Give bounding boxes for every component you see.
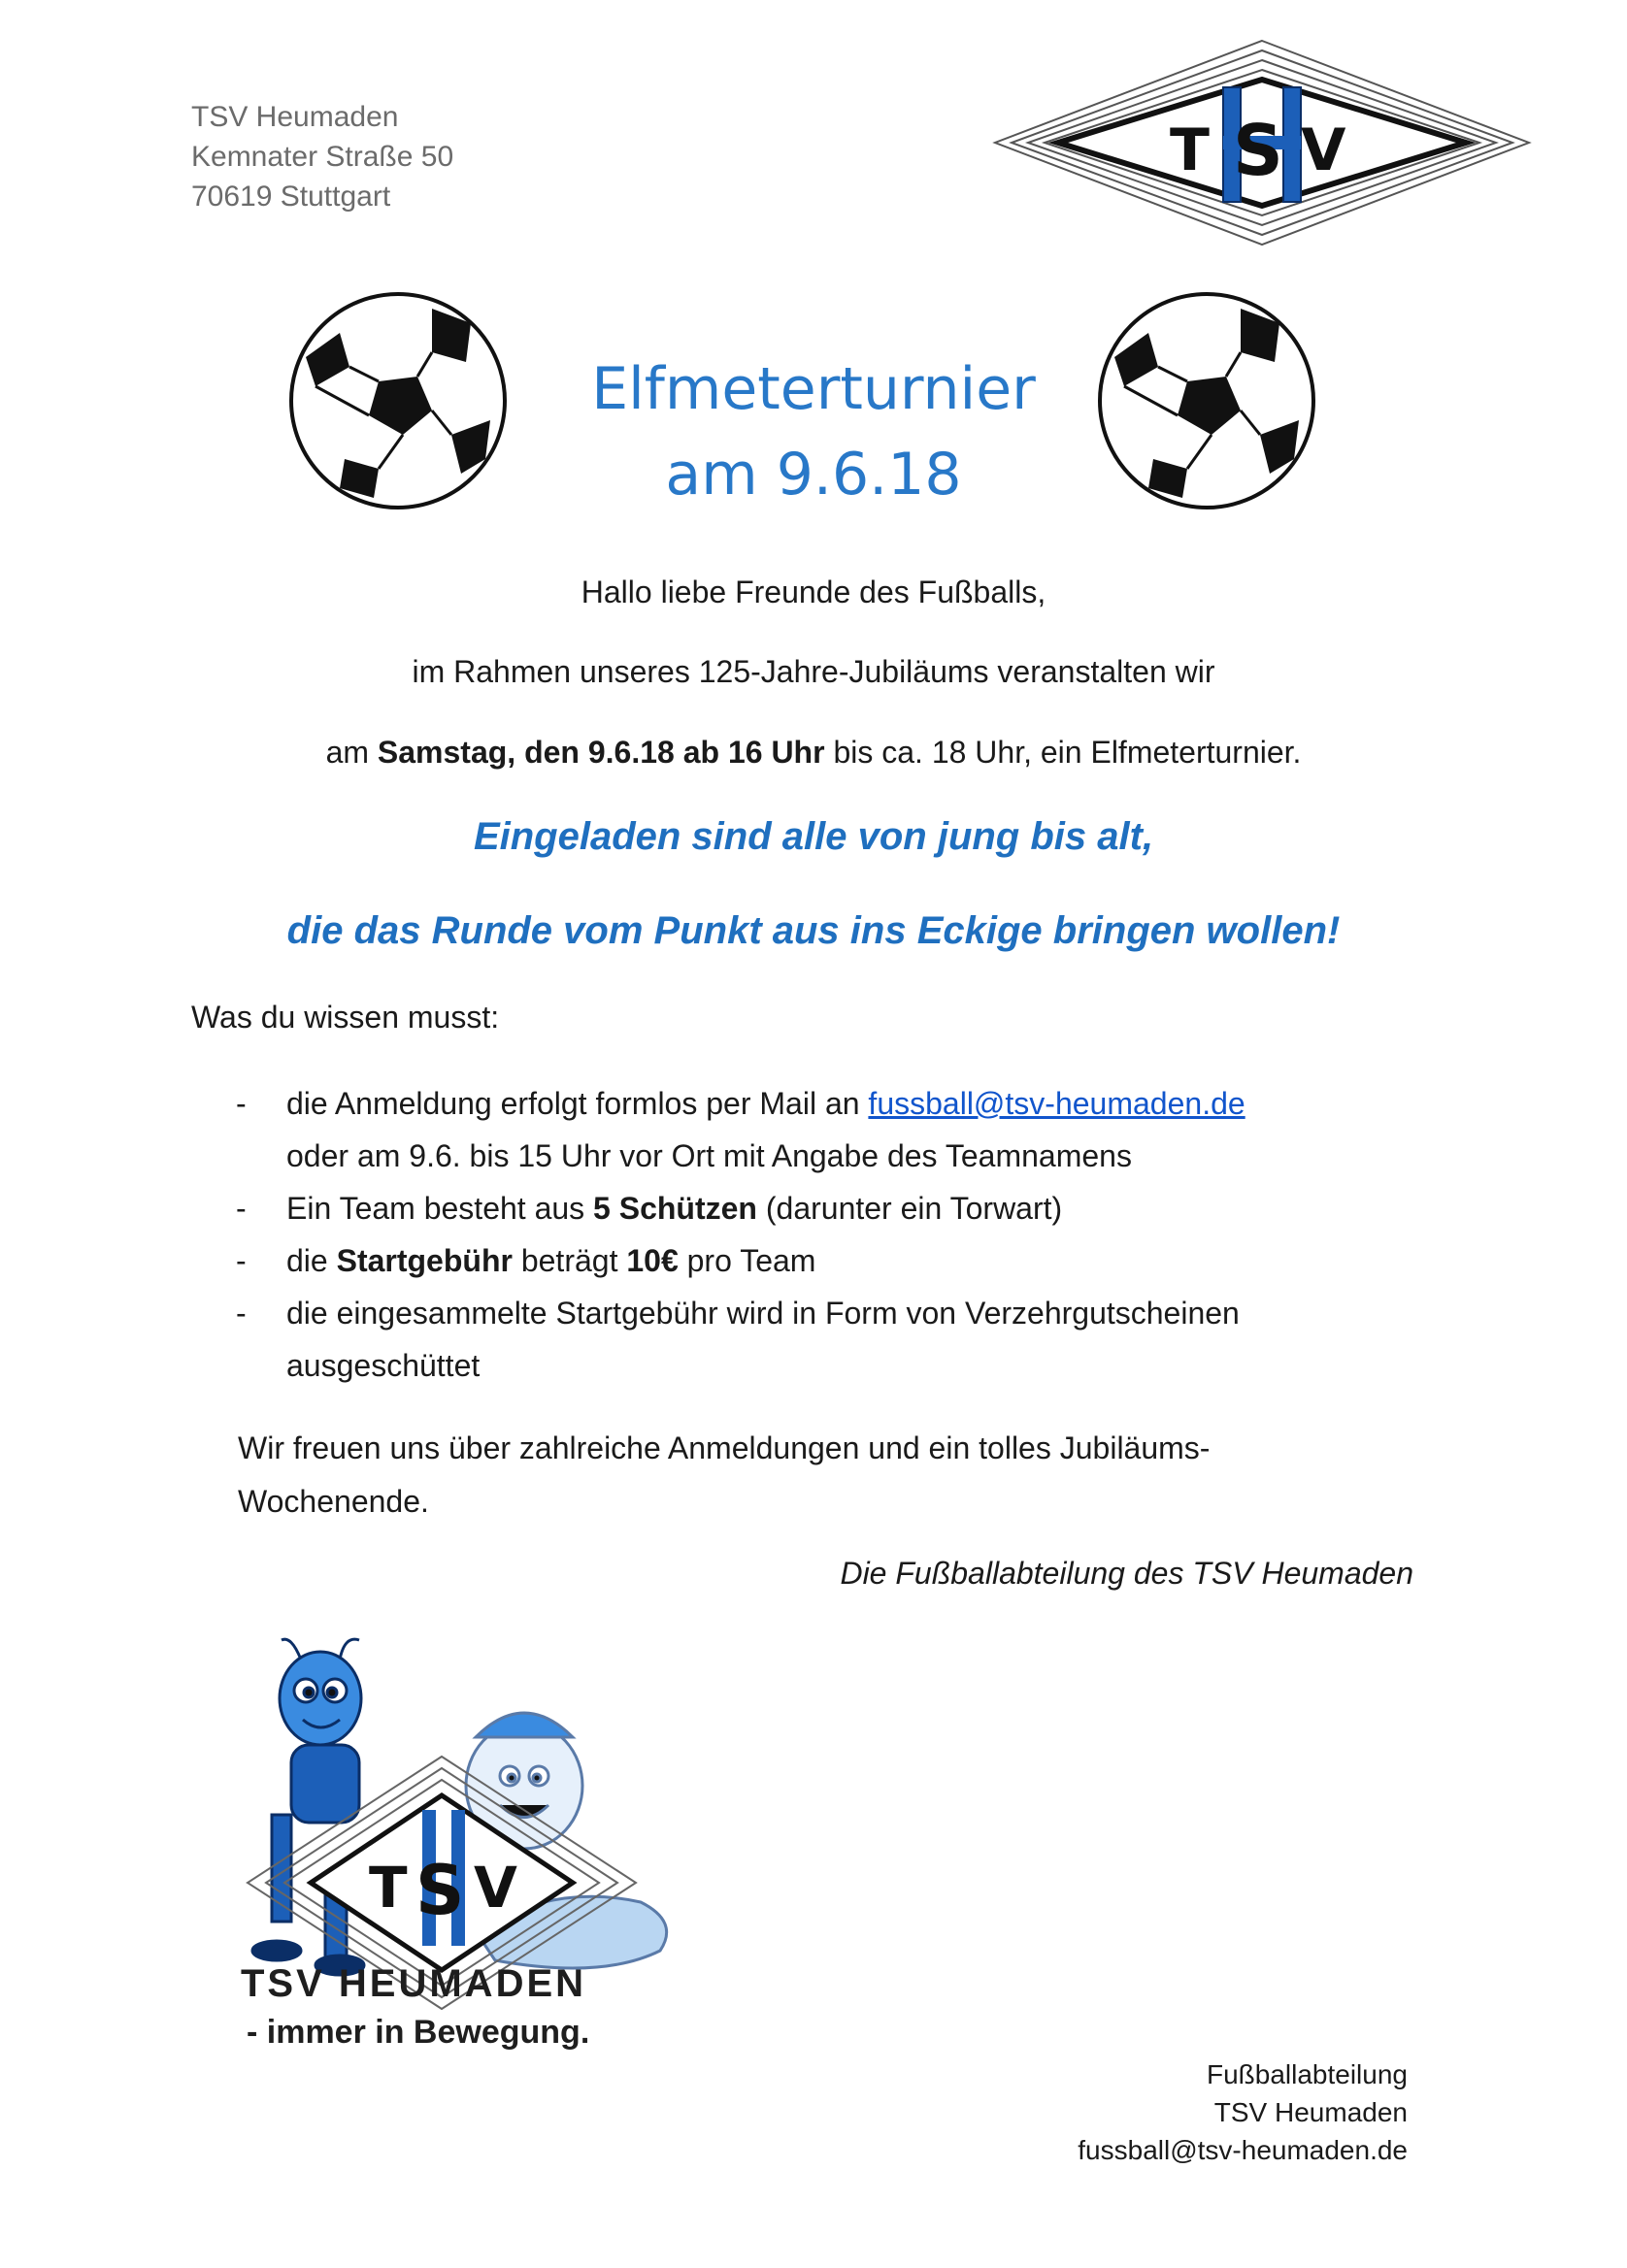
svg-text:T: T bbox=[1170, 116, 1210, 184]
tsv-diamond-logo-icon bbox=[980, 39, 1544, 272]
closing-line-1: Wir freuen uns über zahlreiche Anmeldungen und ein tolles Jubiläums- bbox=[238, 1430, 1211, 1465]
title-line-2: am 9.6.18 bbox=[665, 441, 962, 509]
closing-text bbox=[238, 1422, 1364, 1528]
item3-mid: beträgt bbox=[512, 1243, 627, 1278]
info-list bbox=[236, 1077, 1459, 1392]
event-date-time: Samstag, den 9.6.18 ab 16 Uhr bbox=[377, 735, 825, 770]
email-link[interactable]: fussball@tsv-heumaden.de bbox=[868, 1086, 1245, 1121]
item1-line2: oder am 9.6. bis 15 Uhr vor Ort mit Angabe des Teamnamens bbox=[286, 1138, 1132, 1173]
item4-line2: ausgeschüttet bbox=[286, 1348, 481, 1383]
sender-city: 70619 Stuttgart bbox=[191, 181, 391, 213]
list-item bbox=[236, 1182, 1459, 1234]
item3-bold-1: Startgebühr bbox=[336, 1243, 513, 1278]
list-item bbox=[236, 1234, 1459, 1287]
list-dash: - bbox=[236, 1191, 247, 1226]
svg-text:V: V bbox=[1301, 116, 1346, 184]
list-dash: - bbox=[236, 1243, 247, 1278]
list-dash: - bbox=[236, 1296, 247, 1331]
intro-line-2: im Rahmen unseres 125-Jahre-Jubiläums veranstalten wir bbox=[412, 654, 1215, 689]
sender-street: Kemnater Straße 50 bbox=[191, 141, 454, 173]
sender-name: TSV Heumaden bbox=[191, 101, 399, 133]
svg-text:T: T bbox=[369, 1855, 408, 1921]
list-item bbox=[236, 1287, 1459, 1392]
item1-text: die Anmeldung erfolgt formlos per Mail an bbox=[286, 1086, 869, 1121]
intro-line-3-pre: am bbox=[325, 735, 378, 770]
sender-address bbox=[191, 97, 453, 216]
footer-club: TSV Heumaden bbox=[1213, 2097, 1408, 2127]
item3-bold-2: 10€ bbox=[626, 1243, 679, 1278]
title-line-1: Elfmeterturnier bbox=[591, 355, 1036, 423]
svg-text:V: V bbox=[474, 1855, 517, 1921]
footer-email: fussball@tsv-heumaden.de bbox=[1078, 2135, 1408, 2165]
closing-line-2: Wochenende. bbox=[238, 1484, 429, 1519]
info-heading: Was du wissen musst: bbox=[191, 1000, 500, 1035]
highlight-line-2: die das Runde vom Punkt aus ins Eckige bringen wollen! bbox=[286, 909, 1341, 952]
signature: Die Fußballabteilung des TSV Heumaden bbox=[840, 1556, 1413, 1591]
footer-contact bbox=[1078, 2055, 1408, 2169]
greeting: Hallo liebe Freunde des Fußballs, bbox=[581, 575, 1046, 609]
svg-text:S: S bbox=[1233, 110, 1283, 191]
brand-name: TSV HEUMADEN bbox=[241, 1962, 587, 2005]
intro-line-3-post: bis ca. 18 Uhr, ein Elfmeterturnier. bbox=[824, 735, 1302, 770]
intro-line-3 bbox=[0, 735, 1627, 771]
svg-text:S: S bbox=[415, 1851, 465, 1930]
list-dash: - bbox=[236, 1086, 247, 1121]
item4-line1: die eingesammelte Startgebühr wird in Form von Verzehrgutscheinen bbox=[286, 1296, 1240, 1331]
highlight-line-1: Eingeladen sind alle von jung bis alt, bbox=[473, 815, 1154, 858]
item3-pre: die bbox=[286, 1243, 337, 1278]
item3-post: pro Team bbox=[678, 1243, 816, 1278]
item2-post: (darunter ein Torwart) bbox=[756, 1191, 1063, 1226]
footer-department: Fußballabteilung bbox=[1206, 2059, 1408, 2089]
brand-slogan: - immer in Bewegung. bbox=[247, 2014, 590, 2051]
item2-bold: 5 Schützen bbox=[593, 1191, 757, 1226]
item2-pre: Ein Team besteht aus bbox=[286, 1191, 594, 1226]
list-item bbox=[236, 1077, 1459, 1182]
